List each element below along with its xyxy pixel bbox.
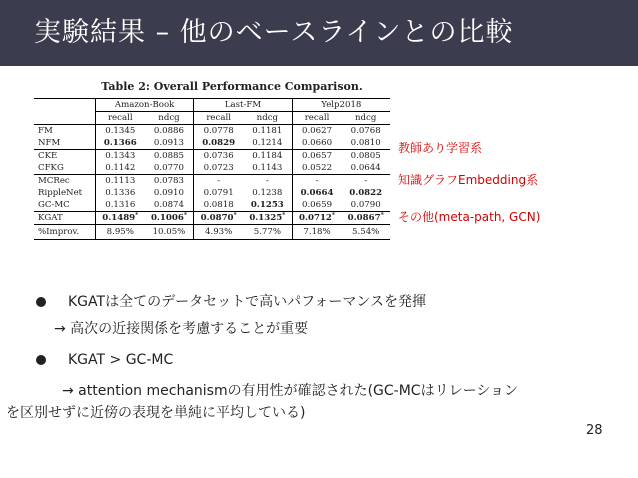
annotation-supervised: 教師あり学習系 [398,141,483,155]
value-cell: 0.0644 [350,163,381,173]
bullet-dot-icon [36,355,46,365]
metric-header: recall [194,112,243,125]
value-cell: - [194,175,243,188]
dataset-header: Amazon-Book [95,99,193,112]
value-cell: 0.0723 [194,162,243,175]
value-cell: 0.0664 [292,187,341,199]
table-row [34,199,390,212]
value-cell: 0.0712* [292,212,341,225]
value-cell: - [292,175,341,188]
table-row-kgat [34,212,390,225]
value-cell: 0.0805 [341,150,390,163]
value-cell: 0.1214 [252,138,283,148]
value-cell: 5.54% [341,225,390,240]
value-cell: 0.0791 [194,187,243,199]
value-cell: 10.05% [145,225,194,240]
bullet-item [34,292,614,312]
value-cell: 0.1345 [95,125,144,138]
page-number: 28 [586,423,603,438]
value-cell: 0.0736 [194,150,243,163]
value-cell: 0.1184 [243,150,292,163]
metric-header: recall [292,112,341,125]
value-cell: 0.0910 [153,188,184,198]
value-cell: 0.1006* [145,212,194,225]
value-cell: 0.1316 [95,199,144,212]
method-cell: KGAT [34,212,95,225]
metric-header: ndcg [341,112,390,125]
method-header [34,112,95,125]
dataset-header-row [34,99,390,112]
table-row [34,175,390,188]
table-caption: Table 2: Overall Performance Comparison. [101,80,363,93]
value-cell: 0.0810 [350,138,381,148]
value-cell: 0.0660 [292,137,341,150]
value-cell: 0.0867* [341,212,390,225]
metric-header: ndcg [145,112,194,125]
sub-bullet-text-continued: を区別せずに近傍の表現を単純に平均している) [6,405,306,421]
value-cell: 4.93% [194,225,243,240]
table-row [34,125,390,138]
bullet-list [6,292,614,423]
value-cell: 0.1143 [252,163,283,173]
bullet-text: KGAT > GC-MC [68,352,174,368]
method-cell: MCRec [34,175,95,188]
results-table [34,98,390,240]
metric-header-row [34,112,390,125]
method-cell: GC-MC [34,199,95,212]
value-cell: 0.0818 [194,199,243,212]
value-cell: 0.0829 [194,137,243,150]
value-cell: 0.1238 [252,188,283,198]
value-cell: 0.0770 [153,163,184,173]
slide-title: 実験結果 – 他のベースラインとの比較 [0,0,638,66]
value-cell: 0.0627 [292,125,341,138]
value-cell: 0.1366 [95,137,144,150]
value-cell: 0.0874 [145,199,194,212]
dataset-header: Last-FM [194,99,292,112]
value-cell: 0.1113 [95,175,144,188]
method-cell: CKE [34,150,95,163]
method-cell: CFKG [38,163,64,173]
value-cell: 0.1325* [243,212,292,225]
sub-bullet-text: → 高次の近接関係を考慮することが重要 [54,321,309,337]
dataset-header: Yelp2018 [292,99,390,112]
value-cell: 0.1489* [95,212,144,225]
method-header [34,99,95,112]
value-cell: 0.0522 [292,162,341,175]
annotation-others: その他(meta-path, GCN) [398,210,541,224]
bullet-text: KGATは全てのデータセットで高いパフォーマンスを発揮 [68,294,426,310]
value-cell: - [243,175,292,188]
value-cell: - [341,175,390,188]
value-cell: 0.1142 [95,162,144,175]
value-cell: 7.18% [292,225,341,240]
table-row [34,137,390,150]
value-cell: 0.0778 [194,125,243,138]
value-cell: 0.0790 [341,199,390,212]
value-cell: 0.0657 [292,150,341,163]
metric-header: ndcg [243,112,292,125]
value-cell: 0.0870* [194,212,243,225]
table-row [34,187,390,199]
value-cell: 0.1181 [252,126,283,136]
table-row-improvement [34,225,390,240]
bullet-dot-icon [36,297,46,307]
value-cell: 0.0822 [349,188,383,198]
annotation-kg-embedding: 知識グラフEmbedding系 [398,173,539,187]
value-cell: 0.0885 [145,150,194,163]
table-row [34,162,390,175]
value-cell: 0.0913 [153,138,184,148]
value-cell: 0.0886 [153,126,184,136]
method-cell: FM [38,126,53,136]
value-cell: 5.77% [243,225,292,240]
value-cell: 0.1253 [243,199,292,212]
method-cell: RippleNet [38,188,83,198]
value-cell: 0.0659 [292,199,341,212]
metric-header: recall [95,112,144,125]
value-cell: 0.1336 [95,187,144,199]
bullet-item [34,350,614,370]
performance-table [34,80,390,240]
value-cell: 0.1343 [95,150,144,163]
value-cell: 0.0768 [350,126,381,136]
sub-bullet-text: → attention mechanismの有用性が確認された(GC-MCはリレーション [62,383,519,399]
value-cell: 8.95% [95,225,144,240]
value-cell: 0.0783 [145,175,194,188]
table-row [34,150,390,163]
method-cell: %Improv. [34,225,95,240]
method-cell: NFM [38,138,61,148]
